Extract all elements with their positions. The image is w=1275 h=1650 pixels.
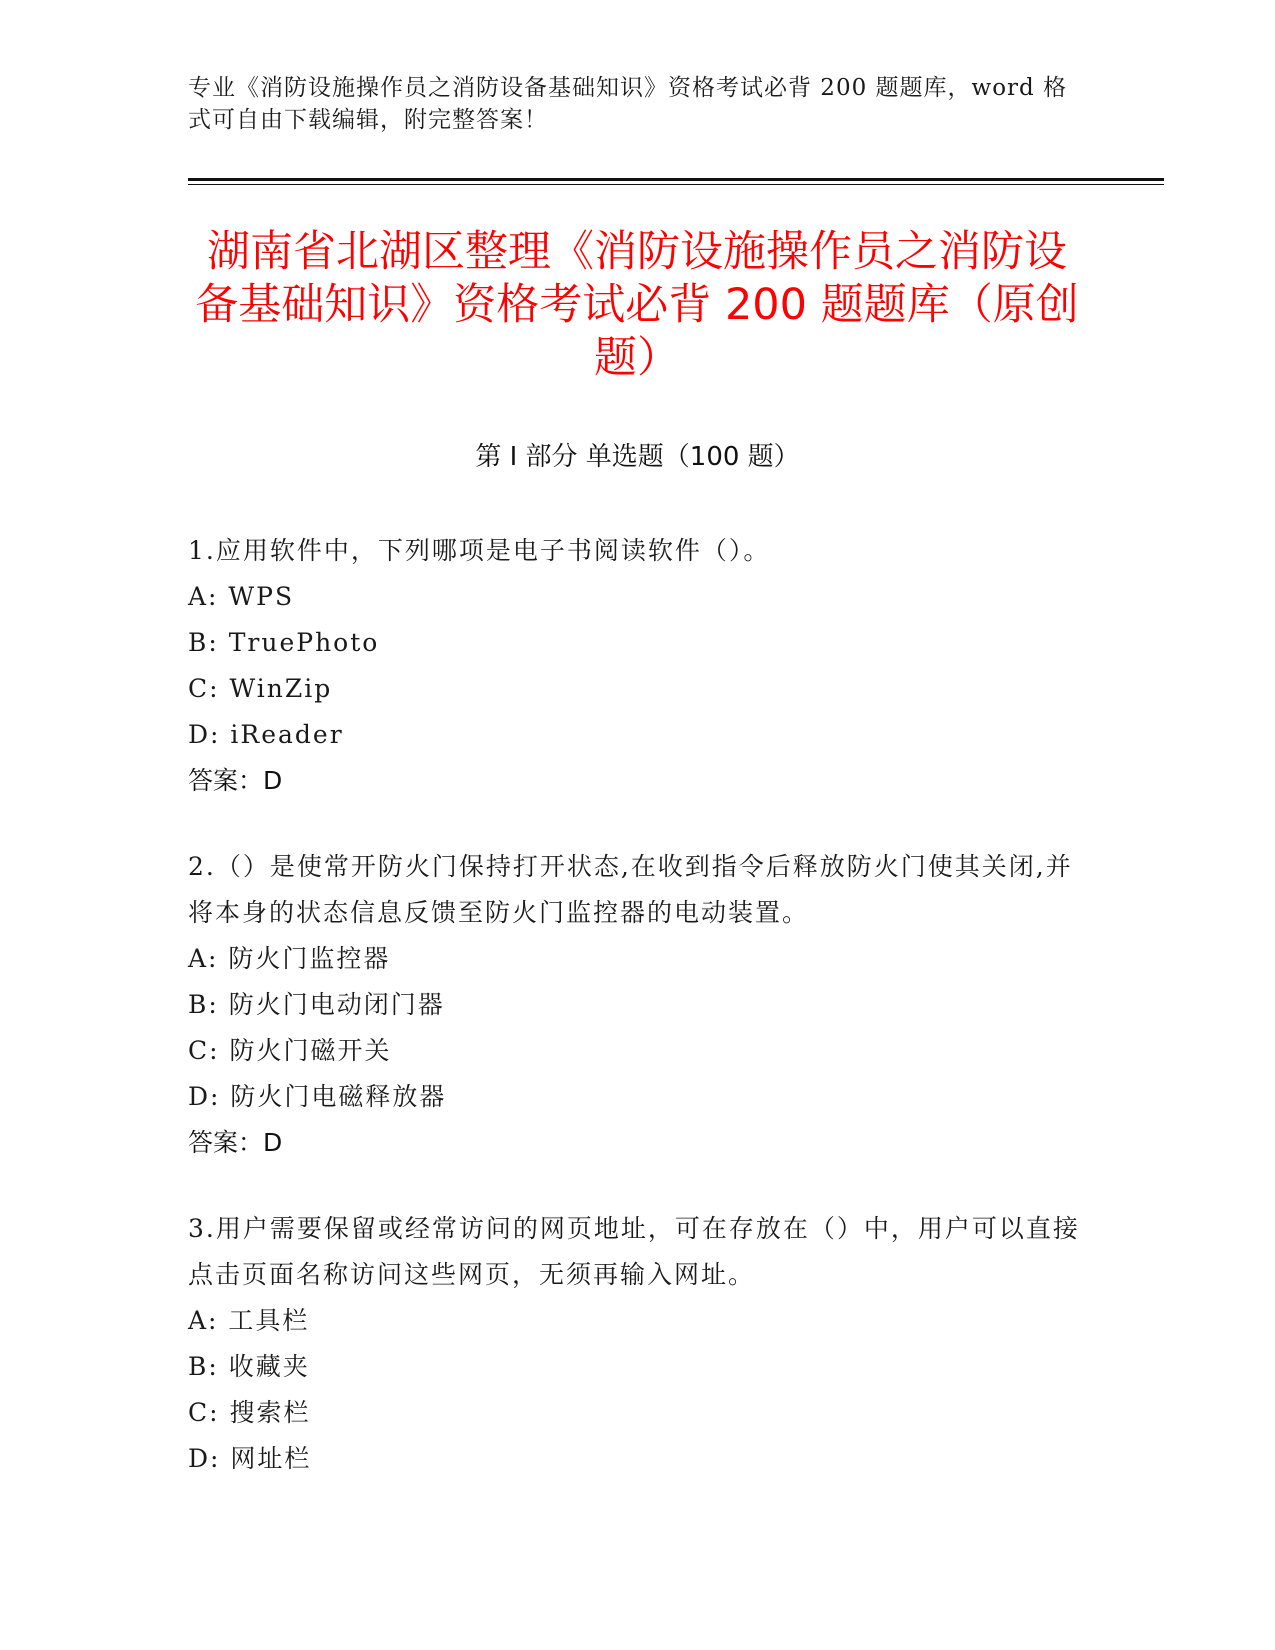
option-c: C: WinZip	[188, 674, 333, 703]
header-rule-thin	[188, 184, 1164, 185]
answer-line: 答案：D	[188, 766, 283, 795]
question-stem: 2.（）是使常开防火门保持打开状态,在收到指令后释放防火门使其关闭,并将本身的状态信息反馈至防火门监控器的电动装置。	[188, 852, 1073, 927]
option-d: D: 网址栏	[188, 1444, 312, 1473]
option-c: C: 搜索栏	[188, 1398, 311, 1427]
option-b: B: 收藏夹	[188, 1352, 310, 1381]
option-b: B: TruePhoto	[188, 628, 380, 657]
header-note: 专业《消防设施操作员之消防设备基础知识》资格考试必背 200 题题库，word 格式可自由下载编辑，附完整答案！	[188, 75, 1068, 133]
question-stem: 3.用户需要保留或经常访问的网页地址，可在存放在（）中，用户可以直接点击页面名称访问这些网页，无须再输入网址。	[188, 1214, 1080, 1289]
option-d: D: 防火门电磁释放器	[188, 1082, 447, 1111]
option-d: D: iReader	[188, 720, 344, 749]
question-3	[188, 1206, 1088, 1482]
question-1	[188, 528, 1088, 804]
option-a: A: 工具栏	[188, 1306, 310, 1335]
section-heading: 第 I 部分 单选题（100 题）	[475, 442, 800, 472]
option-b: B: 防火门电动闭门器	[188, 990, 445, 1019]
document-title: 湖南省北湖区整理《消防设施操作员之消防设备基础知识》资格考试必背 200 题题库（原创题）	[195, 227, 1079, 383]
question-list	[188, 528, 1088, 1522]
option-a: A: WPS	[188, 582, 295, 611]
option-a: A: 防火门监控器	[188, 944, 391, 973]
answer-line: 答案：D	[188, 1128, 283, 1157]
option-c: C: 防火门磁开关	[188, 1036, 392, 1065]
question-2	[188, 844, 1088, 1166]
header-rule-thick	[188, 178, 1164, 181]
question-stem: 1.应用软件中，下列哪项是电子书阅读软件（）。	[188, 536, 771, 565]
